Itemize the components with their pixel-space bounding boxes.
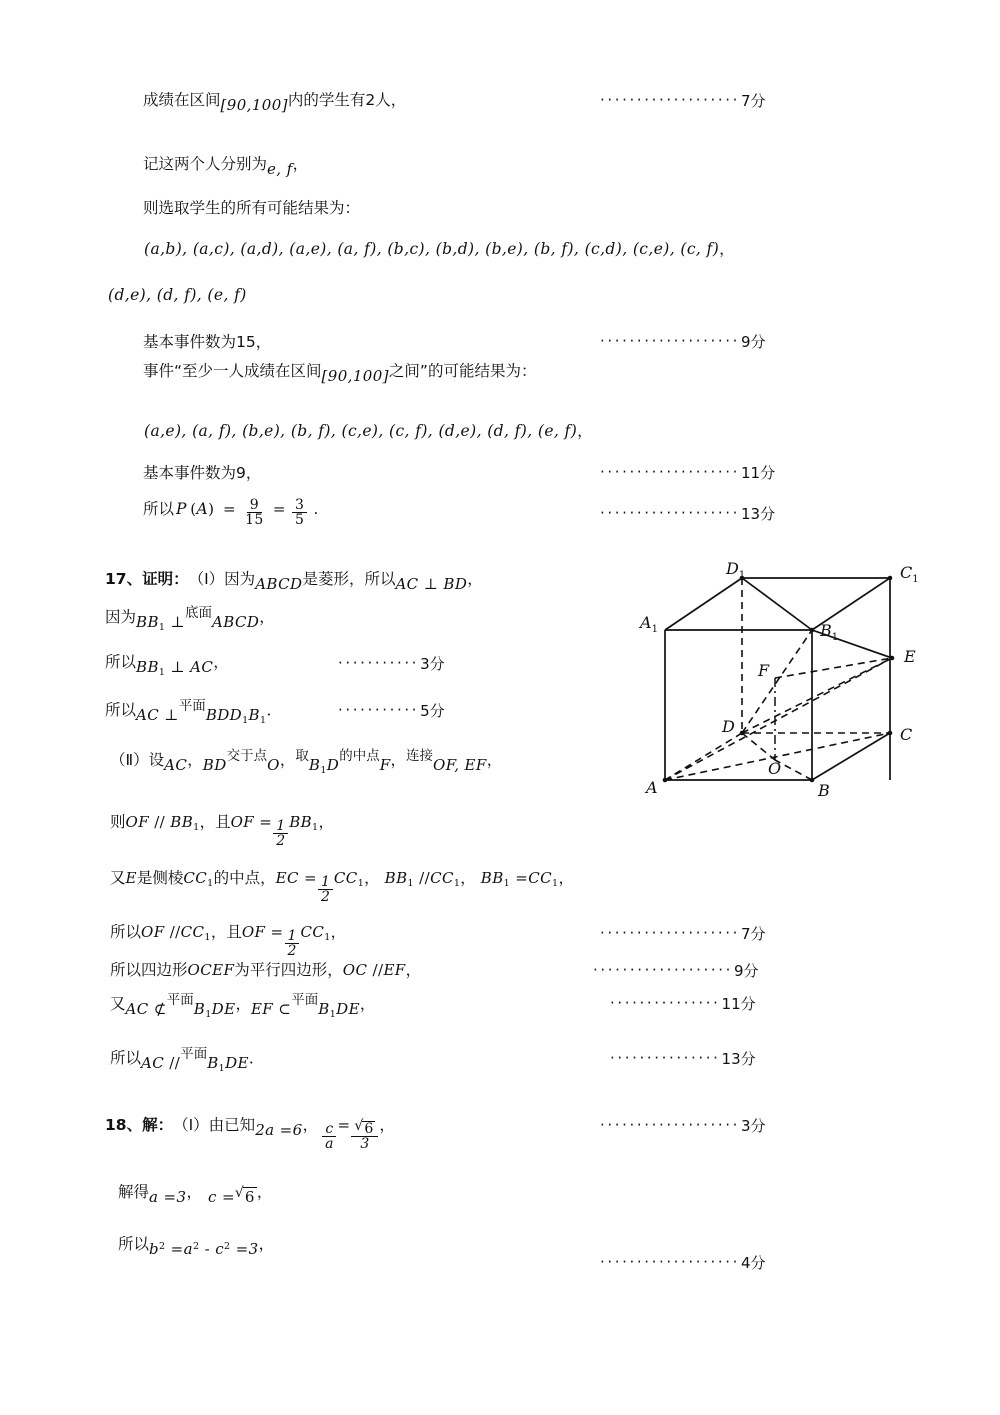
p17b-m2: ABCD <box>212 613 260 631</box>
p17e-m6: OF, EF <box>433 756 487 774</box>
score-value: 7分 <box>741 925 766 943</box>
p17e-m4: $B_1D$ <box>308 756 340 776</box>
p17c-m1: $BB_1$ ⊥ AC <box>136 658 214 678</box>
label-F: F <box>758 661 770 680</box>
p17g-cn6: ， <box>558 869 574 887</box>
p17-line-c <box>105 650 229 678</box>
line3-text: 则选取学生的所有可能结果为： <box>143 199 361 217</box>
p17b-cn3: ， <box>259 608 275 626</box>
p18c-cn2: ， <box>258 1235 275 1253</box>
p17h-cn3: ， <box>330 923 347 941</box>
text-line-1 <box>143 88 407 114</box>
p18-line-b <box>118 1180 273 1206</box>
leader-dots: ··················· <box>600 91 740 109</box>
p17d-cn1: 所以 <box>105 701 137 719</box>
p17h-cn1: 所以 <box>110 923 142 941</box>
p17e-cn1: 设 <box>148 751 165 769</box>
p17e-cn5: 连接 <box>406 748 434 764</box>
label-A: A <box>646 778 658 797</box>
leader-dots: ··················· <box>600 463 740 481</box>
problem-18-keyword: 解： <box>142 1116 174 1134</box>
p17g-cn4: ， <box>364 869 380 887</box>
frac-num-sqrt6 <box>351 1120 378 1137</box>
p17a-cn2: 是菱形，所以 <box>302 570 396 588</box>
problem-18-heading-line <box>105 1113 395 1153</box>
p17j-m3: EF ⊂ <box>250 1000 292 1018</box>
p17-line-k <box>110 1046 265 1074</box>
line2-cn-before: 记这两个人分别为 <box>143 155 268 173</box>
leader-dots: ··········· <box>338 654 420 672</box>
line7-cn-before: 事件“至少一人成绩在区间 <box>143 362 322 380</box>
score-leader-11 <box>600 462 775 483</box>
leader-dots: ··················· <box>600 924 740 942</box>
p17b-cn1: 因为 <box>105 608 137 626</box>
basic-event-count-9: 基本事件数为9， <box>143 464 262 482</box>
fraction-one-half-2: $\frac{1}{2}$ <box>318 875 333 905</box>
text-line-10 <box>143 495 319 529</box>
p17-line-e <box>110 748 503 776</box>
p17-line-g <box>110 866 574 906</box>
score-leader-4-p18 <box>600 1252 766 1273</box>
label-E: E <box>904 647 916 666</box>
label-C1: $C_1$ <box>900 563 919 585</box>
leader-dots: ··············· <box>610 1049 721 1067</box>
line8-cn-after: ， <box>577 422 593 440</box>
p17g-m3: EC = <box>275 869 317 887</box>
p17f-cn1: 则 <box>110 813 126 831</box>
label-D1: $D_1$ <box>726 559 746 581</box>
p17j-cn5: ， <box>359 995 376 1013</box>
leader-dots: ··················· <box>600 504 740 522</box>
leader-dots: ··················· <box>600 332 740 350</box>
leader-dots: ··················· <box>593 961 733 979</box>
score-value: 13分 <box>741 505 776 523</box>
line7-cn-after: 之间”的可能结果为： <box>388 362 537 380</box>
score-leader-11-p17 <box>610 993 756 1014</box>
problem-17-heading-line <box>105 567 483 593</box>
text-line-2 <box>143 152 309 178</box>
p17d-cn2: 平面 <box>178 698 206 714</box>
text-line-4 <box>144 237 735 259</box>
p18c-cn1: 所以 <box>118 1235 150 1253</box>
p17g-m2: $CC_1$ <box>183 869 214 889</box>
p17-line-h <box>110 920 347 960</box>
prism-svg <box>620 548 980 838</box>
fraction-3-5: $\frac{3}{5}$ <box>292 498 307 528</box>
frac-num-c: c <box>322 1122 336 1137</box>
label-A1: $A_1$ <box>640 613 658 635</box>
p18a-m1: 2a =6 <box>255 1121 303 1139</box>
p17i-cn3: ， <box>405 961 422 979</box>
score-leader-3-p17 <box>338 653 445 674</box>
fraction-one-half-3: $\frac{1}{2}$ <box>285 929 300 959</box>
line7-interval: [90,100] <box>321 367 389 385</box>
outcome-list-event-a: (a,e), (a, f), (b,e), (b, f), (c,e), (c, f), (d,e), (d, f), (e, f) <box>144 422 578 440</box>
p18a-cn3: ， <box>379 1116 395 1134</box>
p17e-cn3: 取 <box>295 748 309 764</box>
p17i-cn2: 为平行四边形， <box>234 961 343 979</box>
line4-cn-after: ， <box>719 240 735 258</box>
p17k-cn1: 所以 <box>110 1049 142 1067</box>
p17a-cn3: ， <box>467 570 483 588</box>
p17a-m1: ABCD <box>255 575 303 593</box>
problem-18-number: 18、 <box>105 1116 143 1134</box>
p17-line-j <box>110 992 376 1020</box>
p17g-cn1: 又 <box>110 869 126 887</box>
line10-cn-before: 所以 <box>143 499 175 518</box>
p17e-m1: AC <box>164 756 188 774</box>
label-B: B <box>818 781 830 800</box>
leader-dots: ··················· <box>600 1116 740 1134</box>
geometry-figure-prism <box>620 548 980 838</box>
frac-den-a: a <box>325 1136 334 1153</box>
p17g-m4: $CC_1$ <box>333 869 365 889</box>
p17k-m1: AC // <box>141 1054 181 1072</box>
p17e-m5: F <box>379 756 391 774</box>
line1-cn-after: 内的学生有2人， <box>287 91 407 109</box>
p17j-m2: $B_1DE$ <box>193 1000 236 1020</box>
text-line-7 <box>143 359 537 385</box>
p17e-m2: BD <box>202 756 227 774</box>
p18a-cn2: ， <box>302 1116 319 1134</box>
p18b-cn3: ， <box>256 1183 273 1201</box>
frac-den-3: 3 <box>360 1136 370 1153</box>
p17d-m2: $BDD_1B_1$ <box>205 706 267 726</box>
score-value: 3分 <box>420 655 445 673</box>
p17f-m3: $BB_1$ <box>289 813 319 833</box>
text-line-3 <box>143 196 360 218</box>
p17k-cn2: 平面 <box>180 1046 208 1062</box>
fraction-one-half-1: $\frac{1}{2}$ <box>273 819 288 849</box>
p17i-cn1: 所以四边形 <box>110 961 188 979</box>
text-line-5 <box>108 286 247 304</box>
p17j-cn1: 又 <box>110 995 126 1013</box>
p17h-m2: OF = <box>241 923 284 941</box>
fraction-c-over-a <box>322 1122 336 1152</box>
p17k-m2: $B_1DE$ <box>207 1054 249 1074</box>
score-value: 13分 <box>721 1050 756 1068</box>
p17d-cn3: ． <box>266 701 282 719</box>
problem-17-keyword: 证明： <box>142 570 189 588</box>
edge-D1B1 <box>742 578 812 630</box>
sqrt-icon: √ 6 <box>235 1186 257 1206</box>
score-value: 4分 <box>741 1254 766 1272</box>
p18b-cn2: ， <box>186 1183 202 1201</box>
p17j-cn3: ， <box>235 995 251 1013</box>
label-O: O <box>768 759 782 778</box>
p17h-m3: $CC_1$ <box>300 923 331 943</box>
text-line-8 <box>144 419 593 441</box>
score-leader-9-p17 <box>593 960 759 981</box>
fraction-sqrt6-over-3 <box>351 1120 378 1152</box>
score-value: 9分 <box>734 962 759 980</box>
p17g-m1: E <box>125 869 137 887</box>
label-D: D <box>722 717 735 736</box>
leader-dots: ··················· <box>600 1253 740 1271</box>
p17f-cn2: ，且 <box>199 813 231 831</box>
score-leader-7 <box>600 90 766 111</box>
segment-D-O <box>742 733 775 760</box>
p17j-cn4: 平面 <box>291 992 319 1008</box>
p17f-cn3: ， <box>318 813 335 831</box>
problem-17-number: 17、 <box>105 570 143 588</box>
p17a-m2: AC ⊥ BD <box>395 575 468 593</box>
score-leader-9 <box>600 331 766 352</box>
score-leader-13-p17 <box>610 1048 756 1069</box>
fraction-9-15: $\frac{9}{15}$ <box>245 497 264 529</box>
line1-cn-before: 成绩在区间 <box>143 91 221 109</box>
text-line-6 <box>143 330 271 352</box>
p17a-cn1: 因为 <box>224 570 256 588</box>
line2-cn-after: ， <box>292 155 309 173</box>
line2-vars: e, f <box>267 160 293 178</box>
p18c-m1: $b^2 =a^2 - c^2 =3$ <box>149 1240 259 1258</box>
p17e-cnc2: ， <box>279 751 296 769</box>
problem-17-part-2-tag: （Ⅱ） <box>110 751 149 769</box>
p17-line-i <box>110 958 421 980</box>
p18b-m2: c = √ 6 <box>208 1186 257 1206</box>
p17f-m2: OF = <box>230 813 273 831</box>
p17f-m1: OF // $BB_1$ <box>125 813 200 833</box>
p17k-cn3: ． <box>248 1049 265 1067</box>
p18-line-c <box>118 1232 275 1258</box>
p18a-cn1: 由已知 <box>208 1116 256 1134</box>
p17b-cn2: 底面 <box>185 605 213 621</box>
score-leader-7-p17 <box>600 923 766 944</box>
p17g-m5: $BB_1$ $//CC_1$ <box>384 869 461 889</box>
leader-dots: ··············· <box>610 994 721 1012</box>
text-line-9 <box>143 461 261 483</box>
edge-BC <box>812 733 890 780</box>
p17c-cn1: 所以 <box>105 653 137 671</box>
score-leader-3-p18 <box>600 1115 766 1136</box>
p17j-m4: $B_1DE$ <box>318 1000 360 1020</box>
p17-line-b <box>105 605 275 633</box>
outcome-list-all-2: (d,e), (d, f), (e, f) <box>108 286 247 304</box>
p17i-m2: OC //EF <box>342 961 406 979</box>
p17g-cn3: 的中点， <box>213 869 276 887</box>
score-leader-13 <box>600 503 775 524</box>
label-C: C <box>900 725 913 744</box>
label-B1: $B_1$ <box>820 621 839 643</box>
p17c-cn3: ， <box>213 653 229 671</box>
p17j-cn2: 平面 <box>166 992 194 1008</box>
score-value: 11分 <box>721 995 756 1013</box>
edge-A1D1 <box>665 578 742 630</box>
p17-line-f <box>110 810 335 850</box>
p18a-eq: = <box>337 1116 351 1134</box>
sqrt-icon: √ 6 <box>354 1120 375 1136</box>
problem-18-part-1-tag: （Ⅰ） <box>173 1116 209 1134</box>
p17g-cn5: ， <box>460 869 476 887</box>
score-value: 9分 <box>741 333 766 351</box>
p17b-m1: $BB_1$ ⊥ <box>136 613 186 633</box>
p17i-m1: OCEF <box>187 961 235 979</box>
p17e-cn4: 的中点 <box>339 748 380 764</box>
score-value: 3分 <box>741 1117 766 1135</box>
segment-F-E <box>775 658 892 678</box>
p17g-m6: $BB_1 =CC_1$ <box>480 869 559 889</box>
score-leader-5-p17 <box>338 700 445 721</box>
p17h-cn2: ，且 <box>210 923 242 941</box>
leader-dots: ··········· <box>338 701 420 719</box>
p17g-cn2: 是侧棱 <box>136 869 184 887</box>
p18b-cn1: 解得 <box>118 1183 150 1201</box>
score-value: 7分 <box>741 92 766 110</box>
line1-interval: [90,100] <box>220 96 288 114</box>
problem-17-part-1-tag: （Ⅰ） <box>188 570 225 588</box>
outcome-list-all-1: (a,b), (a,c), (a,d), (a,e), (a, f), (b,c), (b,d), (b,e), (b, f), (c,d), (c,e), (c, f) <box>144 240 720 258</box>
p17e-cnc3: ， <box>390 751 407 769</box>
p17e-cn6: ， <box>486 751 503 769</box>
p17d-m1: AC ⊥ <box>136 706 179 724</box>
probability-formula: P (A) = $\frac{9}{15}$ = $\frac{3}{5}$ . <box>176 497 319 529</box>
p17e-m3: O <box>267 756 280 774</box>
p17e-cnc1: ， <box>187 751 203 769</box>
segment-D-B1 <box>742 630 812 733</box>
p17h-m1: OF $//CC_1$ <box>141 923 211 943</box>
p17e-cn2: 交于点 <box>226 748 268 764</box>
p17j-m1: AC ⊄ <box>125 1000 167 1018</box>
p18b-m1: a =3 <box>149 1188 187 1206</box>
basic-event-count-15: 基本事件数为15， <box>143 333 272 351</box>
score-value: 5分 <box>420 702 445 720</box>
p17-line-d <box>105 698 282 726</box>
score-value: 11分 <box>741 464 776 482</box>
